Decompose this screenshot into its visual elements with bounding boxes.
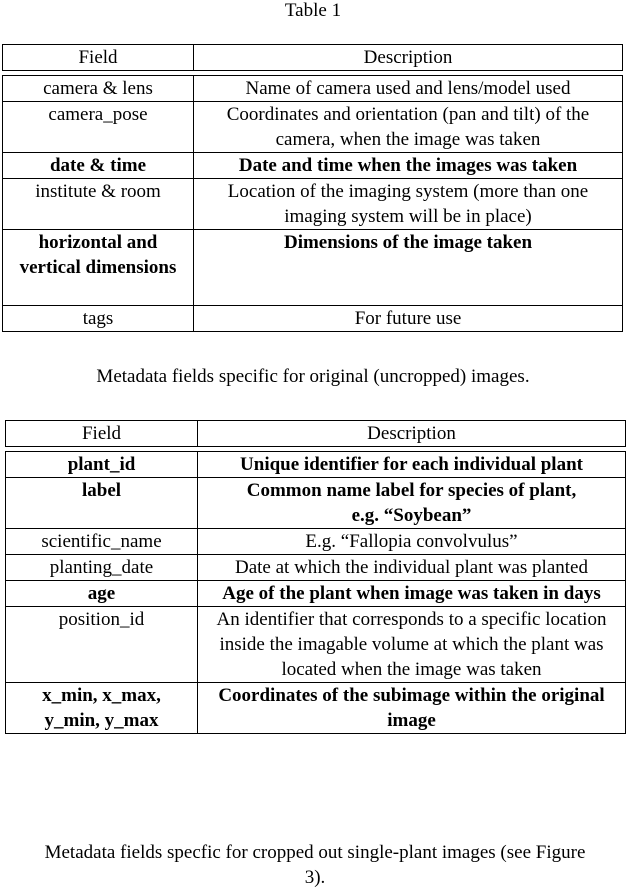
table2 xyxy=(5,420,626,734)
table2-header-field: Field xyxy=(6,421,198,447)
table-row xyxy=(6,581,626,607)
description-cell: Date at which the individual plant was planted xyxy=(198,555,626,581)
field-cell: camera & lens xyxy=(3,76,194,102)
description-cell: An identifier that corresponds to a specific location inside the imagable volume at which the plant was located when the image was taken xyxy=(198,607,626,683)
table-row xyxy=(6,452,626,478)
table-row xyxy=(3,153,623,179)
field-cell: age xyxy=(6,581,198,607)
table1-header-row xyxy=(3,45,623,71)
table-row xyxy=(3,179,623,230)
description-cell: For future use xyxy=(194,306,623,332)
description-cell: Age of the plant when image was taken in days xyxy=(198,581,626,607)
field-cell: position_id xyxy=(6,607,198,683)
field-cell: horizontal and vertical dimensions xyxy=(3,230,194,306)
field-cell: scientific_name xyxy=(6,529,198,555)
table-row xyxy=(6,529,626,555)
table-row xyxy=(6,555,626,581)
field-cell: plant_id xyxy=(6,452,198,478)
table2-caption: Metadata fields specfic for cropped out single-plant images (see Figure 3). xyxy=(44,842,586,888)
table-row xyxy=(3,306,623,332)
table1-caption: Metadata fields specific for original (uncropped) images. xyxy=(96,366,530,387)
description-cell: Common name label for species of plant, e.g. “Soybean” xyxy=(198,478,626,529)
description-cell: Coordinates of the subimage within the original image xyxy=(198,683,626,734)
description-cell: Location of the imaging system (more than one imaging system will be in place) xyxy=(194,179,623,230)
table1 xyxy=(2,44,623,332)
table-row xyxy=(6,607,626,683)
table-row xyxy=(3,230,623,306)
description-cell: Name of camera used and lens/model used xyxy=(194,76,623,102)
field-cell: institute & room xyxy=(3,179,194,230)
field-cell: camera_pose xyxy=(3,102,194,153)
table2-header-description: Description xyxy=(198,421,626,447)
description-cell: Date and time when the images was taken xyxy=(194,153,623,179)
table2-header-row xyxy=(6,421,626,447)
field-cell: planting_date xyxy=(6,555,198,581)
field-cell: tags xyxy=(3,306,194,332)
description-cell: Coordinates and orientation (pan and tilt) of the camera, when the image was taken xyxy=(194,102,623,153)
table1-title: Table 1 xyxy=(284,0,342,21)
description-cell: E.g. “Fallopia convolvulus” xyxy=(198,529,626,555)
field-cell: date & time xyxy=(3,153,194,179)
table-row xyxy=(3,102,623,153)
field-cell: label xyxy=(6,478,198,529)
field-cell: x_min, x_max, y_min, y_max xyxy=(6,683,198,734)
table-row xyxy=(6,478,626,529)
description-cell: Dimensions of the image taken xyxy=(194,230,623,306)
table-row xyxy=(3,76,623,102)
description-cell: Unique identifier for each individual plant xyxy=(198,452,626,478)
table-row xyxy=(6,683,626,734)
table1-header-description: Description xyxy=(194,45,623,71)
table1-header-field: Field xyxy=(3,45,194,71)
